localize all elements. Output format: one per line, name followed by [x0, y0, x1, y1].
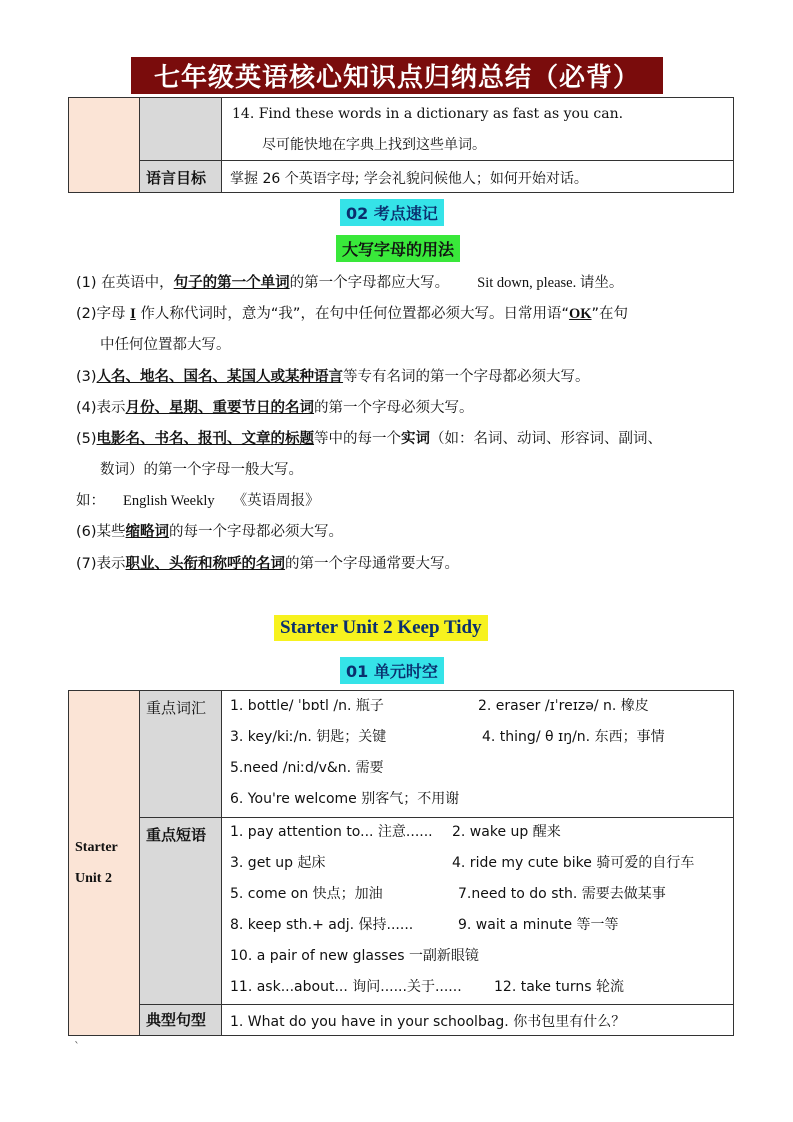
rule-7: (7)表示职业、头衔和称呼的名词的第一个字母通常要大写。: [76, 556, 460, 572]
vocab-item: 1. bottle/ ˈbɒtl /n. 瓶子: [230, 698, 384, 714]
grey-column: [140, 98, 222, 161]
phrase-item: 7.need to do sth. 需要去做某事: [458, 886, 666, 902]
sentence-cell: [222, 1005, 734, 1036]
rule-example: 如： English Weekly 《英语周报》: [76, 493, 320, 509]
goal-text: 掌握 26 个英语字母; 学会礼貌问候他人；如何开始对话。: [230, 171, 588, 187]
rule-4: (4)表示月份、星期、重要节日的名词的第一个字母必须大写。: [76, 400, 474, 416]
phrase-cell: [222, 818, 734, 1005]
phrase-item: 2. wake up 醒来: [452, 824, 561, 840]
vocab-item: 4. thing/ θ ɪŋ/n. 东西；事情: [482, 729, 665, 745]
vocab-cell: [222, 691, 734, 818]
goal-label: 语言目标: [140, 161, 222, 193]
vocab-item: 3. key/kiː/n. 钥匙；关键: [230, 729, 387, 745]
sentence-text: 1. What do you have in your schoolbag. 你书包里有什么？: [230, 1014, 626, 1030]
section-capital-letters: 大写字母的用法: [336, 235, 460, 262]
rule-6: (6)某些缩略词的每一个字母都必须大写。: [76, 524, 344, 540]
peach-column: [69, 98, 140, 193]
top-table: [68, 97, 734, 193]
rule-2-cont: 中任何位置都大写。: [100, 337, 231, 353]
objective-14-cell: [222, 98, 734, 161]
rule-1: (1) 在英语中，句子的第一个单词的第一个字母都应大写。 Sit down, please. 请坐。: [76, 275, 624, 291]
phrase-item: 5. come on 快点；加油: [230, 886, 383, 902]
unit-table: [68, 690, 734, 1036]
phrase-item: 3. get up 起床: [230, 855, 326, 871]
phrase-item: 4. ride my cute bike 骑可爱的自行车: [452, 855, 695, 871]
vocab-label: 重点词汇: [140, 691, 222, 818]
rule-5: (5)电影名、书名、报刊、文章的标题等中的每一个实词（如：名词、动词、形容词、副词、: [76, 431, 663, 447]
stray-mark: `: [74, 1040, 80, 1054]
phrase-item: 9. wait a minute 等一等: [458, 917, 619, 933]
unit-side-cell: [69, 691, 140, 1036]
phrase-item: 1. pay attention to... 注意......: [230, 824, 433, 840]
vocab-item: 5.need /niːd/v&n. 需要: [230, 760, 384, 776]
phrase-label: 重点短语: [140, 818, 222, 1005]
unit-side-label-1: Starter: [75, 840, 118, 855]
document-title-banner: 七年级英语核心知识点归纳总结（必背）: [131, 57, 663, 94]
goal-cell: [222, 161, 734, 193]
vocab-item: 2. eraser /ɪˈreɪzə/ n. 橡皮: [478, 698, 649, 714]
phrase-item: 12. take turns 轮流: [494, 979, 624, 995]
rule-2: (2)字母 I 作人称代词时，意为“我”，在句中任何位置都必须大写。日常用语“OK”在句: [76, 306, 629, 322]
section-quick-review: 02 考点速记: [340, 199, 444, 226]
phrase-item: 10. a pair of new glasses 一副新眼镜: [230, 948, 479, 964]
section-unit-overview: 01 单元时空: [340, 657, 444, 684]
phrase-item: 11. ask...about... 询问......关于......: [230, 979, 462, 995]
rule-3: (3)人名、地名、国名、某国人或某种语言等专有名词的第一个字母都必须大写。: [76, 369, 590, 385]
unit-side-label-2: Unit 2: [75, 871, 112, 886]
objective-14-en: 14. Find these words in a dictionary as fast as you can.: [232, 106, 624, 122]
vocab-item: 6. You're welcome 别客气；不用谢: [230, 791, 460, 807]
phrase-item: 8. keep sth.+ adj. 保持......: [230, 917, 414, 933]
rule-5-cont: 数词）的第一个字母一般大写。: [100, 462, 303, 478]
sentence-label: 典型句型: [140, 1005, 222, 1036]
objective-14-cn: 尽可能快地在字典上找到这些单词。: [262, 137, 486, 153]
unit-title: Starter Unit 2 Keep Tidy: [274, 615, 488, 641]
